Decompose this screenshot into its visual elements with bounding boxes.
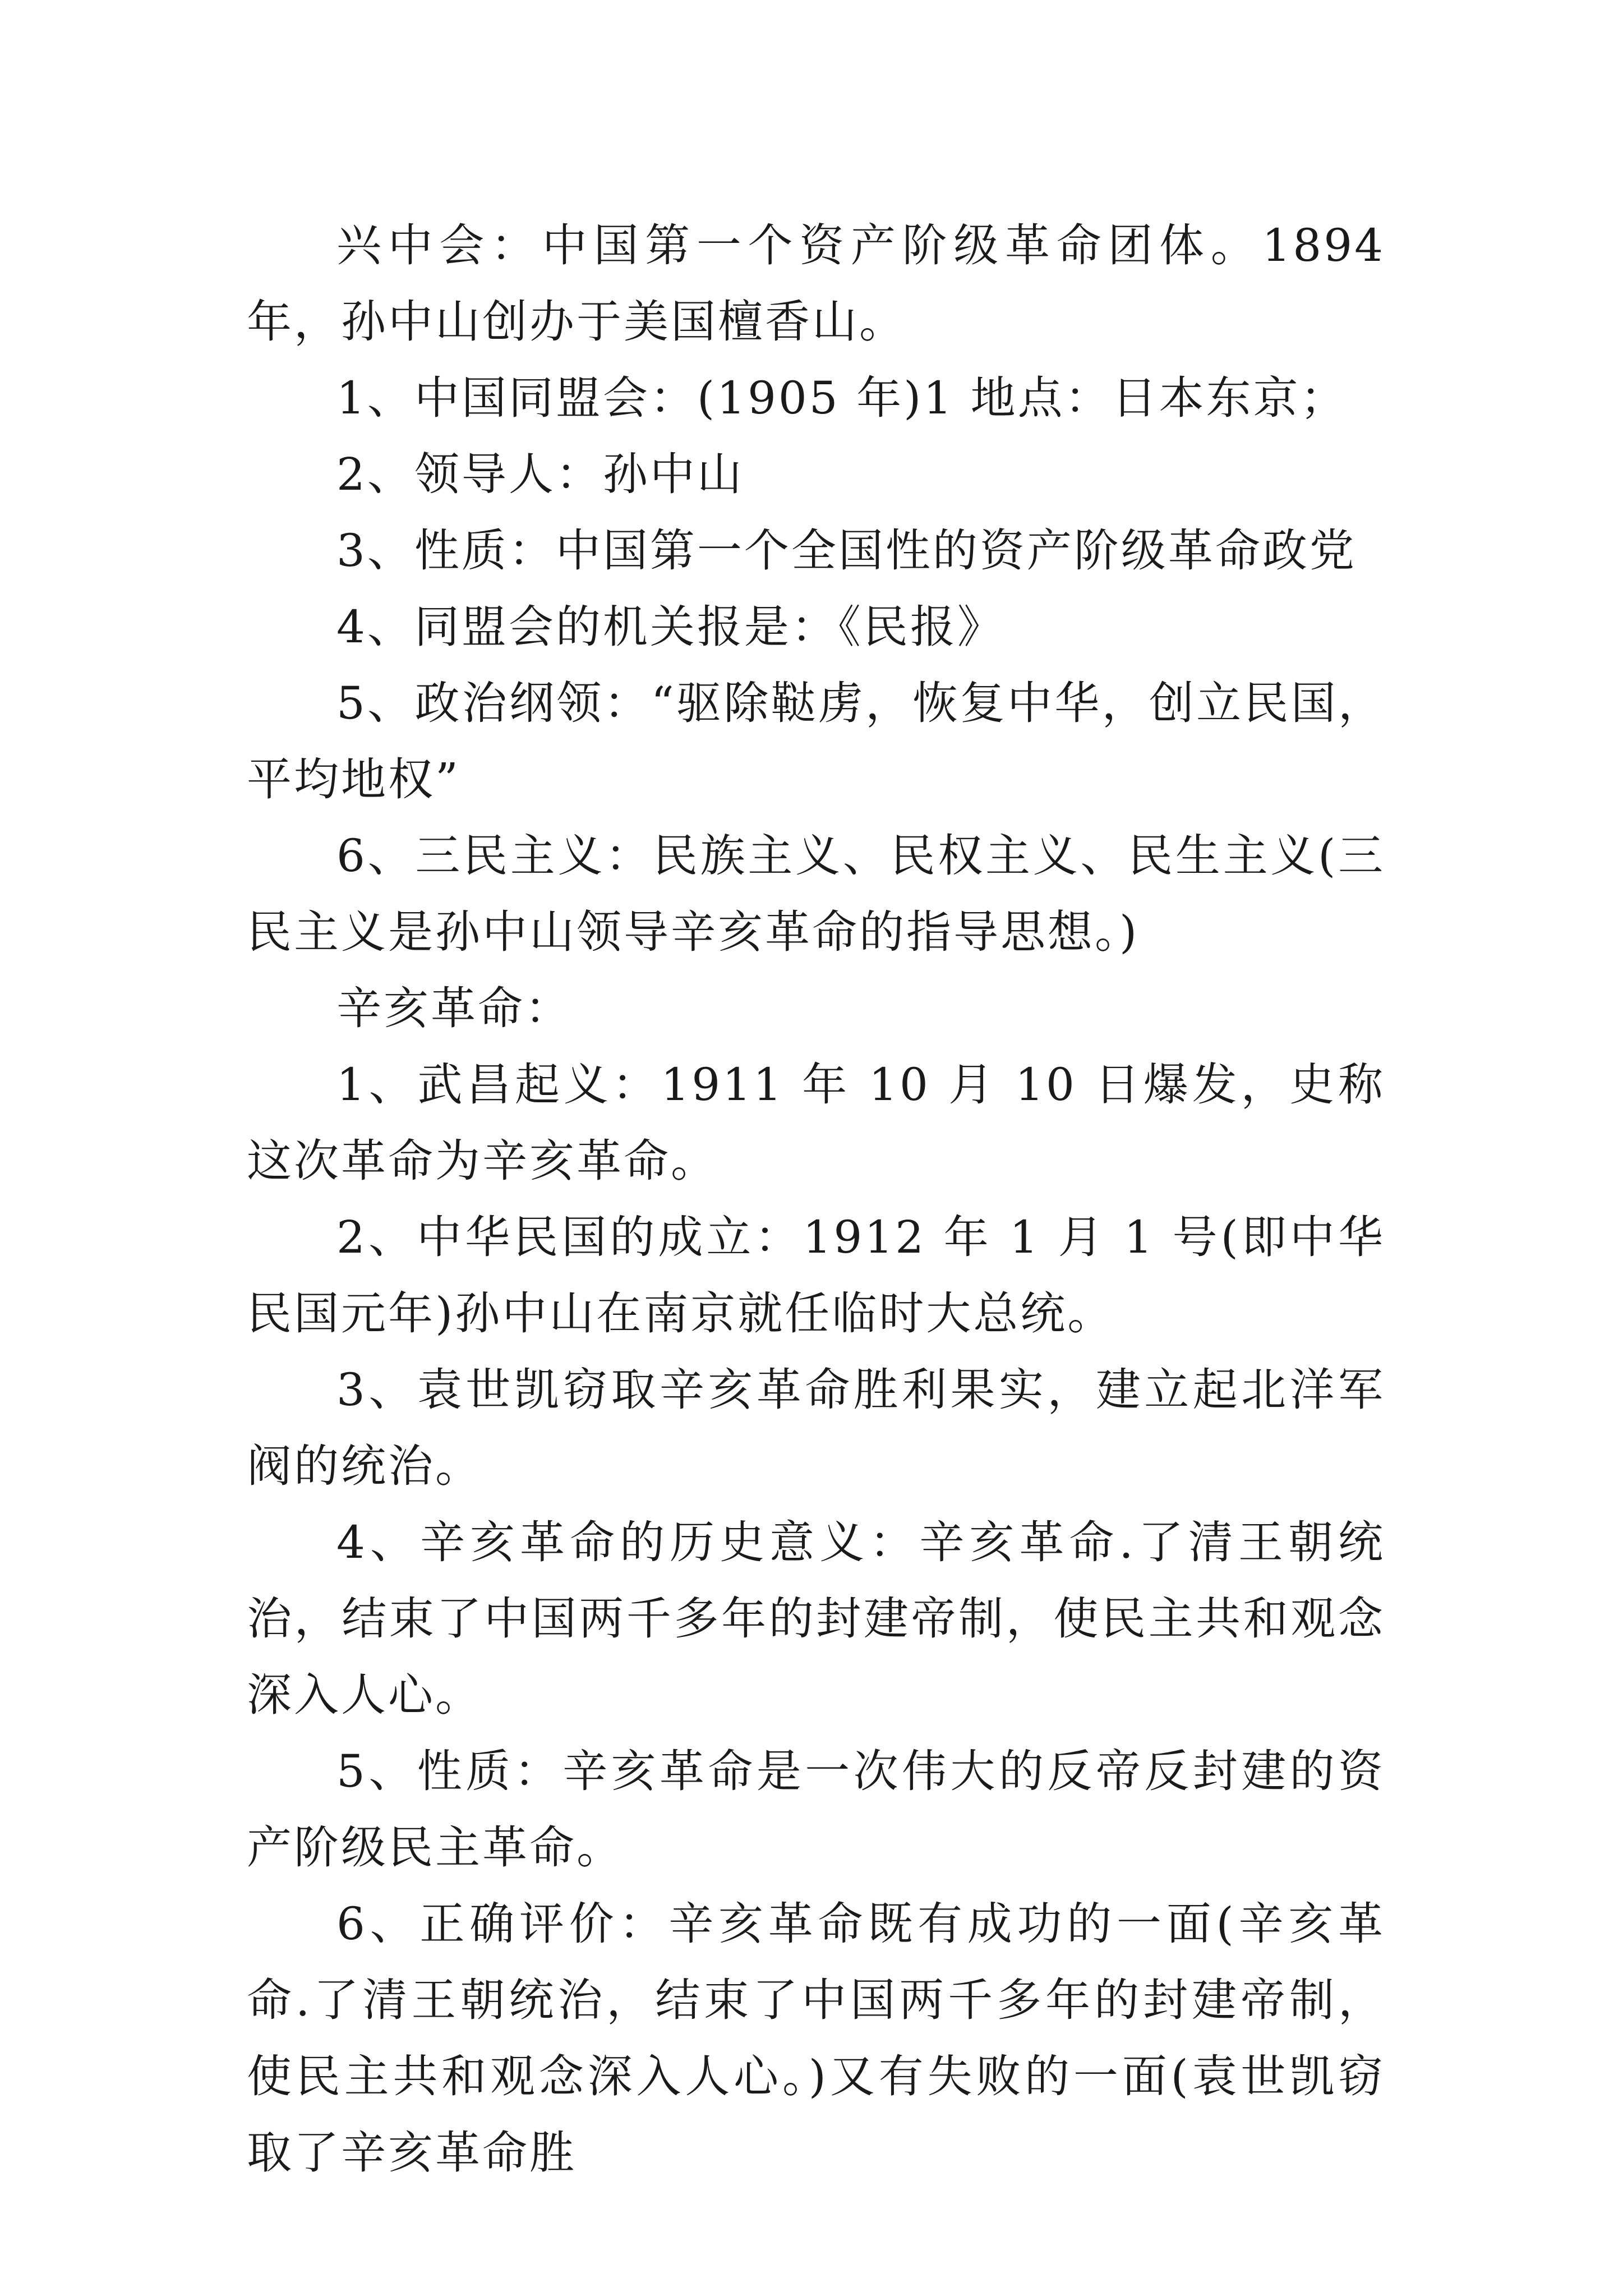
- paragraph-yuan-shikai: 3、袁世凯窃取辛亥革命胜利果实，建立起北洋军阀的统治。: [247, 1364, 1385, 1492]
- paragraph-evaluation: 6、正确评价：辛亥革命既有成功的一面(辛亥革命.了清王朝统治，结束了中国两千多年的封建帝制，使民主共和观念深入人心。)又有失败的一面(袁世凯窃取了辛亥革命胜: [247, 1898, 1385, 2179]
- paragraph-roc-founding: 2、中华民国的成立：1912 年 1 月 1 号(即中华民国元年)孙中山在南京就任临时大总统。: [247, 1211, 1385, 1340]
- paragraph-revolution-nature: 5、性质：辛亥革命是一次伟大的反帝反封建的资产阶级民主革命。: [247, 1745, 1385, 1874]
- paragraph-tongmenghui-founding: 1、中国同盟会：(1905 年)1 地点：日本东京；: [336, 372, 1348, 424]
- paragraph-xingzhonghui: 兴中会：中国第一个资产阶级革命团体。1894 年，孙中山创办于美国檀香山。: [247, 219, 1385, 348]
- paragraph-tongmenghui-newspaper: 4、同盟会的机关报是：《民报》: [336, 601, 1004, 653]
- paragraph-three-principles: 6、三民主义：民族主义、民权主义、民生主义(三民主义是孙中山领导辛亥革命的指导思想。): [247, 830, 1385, 958]
- paragraph-tongmenghui-nature: 3、性质：中国第一个全国性的资产阶级革命政党: [336, 524, 1357, 577]
- paragraph-tongmenghui-program: 5、政治纲领：“驱除鞑虏，恢复中华，创立民国，平均地权”: [247, 677, 1385, 806]
- paragraph-wuchang-uprising: 1、武昌起义：1911 年 10 月 10 日爆发，史称这次革命为辛亥革命。: [247, 1059, 1385, 1187]
- document-body: [247, 208, 1385, 2191]
- paragraph-tongmenghui-leader: 2、领导人：孙中山: [336, 448, 744, 500]
- paragraph-historical-significance: 4、辛亥革命的历史意义：辛亥革命.了清王朝统治，结束了中国两千多年的封建帝制，使民主共和观念深入人心。: [247, 1516, 1385, 1721]
- section-heading-xinhai: 辛亥革命：: [336, 982, 572, 1034]
